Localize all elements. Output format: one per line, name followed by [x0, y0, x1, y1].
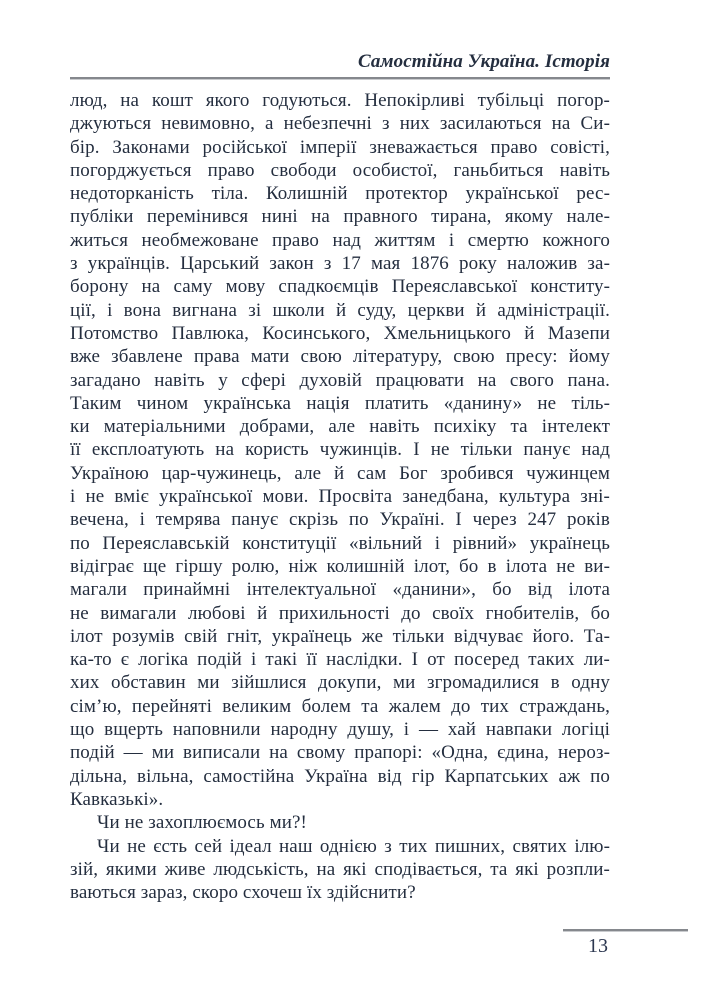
text-line: ваються зараз, скоро схочеш їх здійснити?: [70, 882, 416, 904]
footer-rule: [563, 929, 688, 932]
page-number: 13: [588, 935, 608, 957]
text-line: ка-то є логіка подій і такі її наслідки. І от посеред таких ли-: [70, 649, 610, 671]
text-line: борону на саму мову спадкоємців Переяславської конститу-: [70, 276, 610, 298]
text-line: вечена, і темрява панує скрізь по Україні. І через 247 років: [70, 509, 610, 531]
text-line: публіки перемінився нині на правного тирана, якому нале-: [70, 206, 610, 228]
text-line: Чи не захоплюємось ми?!: [97, 812, 307, 834]
text-line: дільна, вільна, самостійна Україна від гір Карпатських аж по: [70, 765, 610, 787]
text-line: по Переяславській конституції «вільний і рівний» українець: [70, 532, 610, 554]
text-line: недоторканість тіла. Колишній протектор української рес-: [70, 183, 610, 205]
text-line: Потомство Павлюка, Косинського, Хмельницького й Мазепи: [70, 322, 610, 344]
text-line: ілот розумів свій гніт, українець же тільки відчуває його. Та-: [70, 625, 610, 647]
text-line: житься необмежоване право над життям і смертю кожного: [70, 229, 610, 251]
page-body: [70, 89, 610, 904]
header-rule: [70, 77, 610, 80]
text-line: не вимагали любові й прихильності до своїх гнобителів, бо: [70, 602, 610, 624]
text-line: її експлоатують на користь чужинців. І не тільки панує над: [70, 439, 610, 461]
text-line: сім’ю, перейняті великим болем та жалем до тих страждань,: [70, 695, 610, 717]
text-line: ції, і вона вигнана зі школи й суду, церкви й адміністрації.: [70, 299, 610, 321]
text-line: джуються невимовно, а небезпечні з них засилаються на Си-: [70, 113, 610, 135]
text-line: зій, якими живе людськість, на які сподівається, та які розпли-: [70, 858, 610, 880]
text-line: вже збавлене права мати свою літературу, свою пресу: йому: [70, 346, 610, 368]
text-line: ки матеріальними добрами, але навіть психіку та інтелект: [70, 416, 610, 438]
text-line: і не вміє української мови. Просвіта занедбана, культура зні-: [70, 486, 610, 508]
text-line: Чи не єсть сей ідеал наш однією з тих пишних, святих ілю-: [97, 835, 610, 857]
text-line: що вщерть наповнили народну душу, і — хай навпаки логіці: [70, 719, 610, 741]
running-head-title: Самостійна Україна. Історія: [357, 51, 610, 72]
text-line: погорджується право свободи особистої, ганьбиться навіть: [70, 159, 610, 181]
text-line: подій — ми виписали на свому прапорі: «Одна, єдина, нероз-: [70, 742, 610, 764]
text-line: магали принаймні інтелектуальної «данини», бо від ілота: [70, 579, 610, 601]
text-line: загадано навіть у сфері духовій працювати на свого пана.: [70, 369, 610, 391]
text-line: хих обставин ми зійшлися докупи, ми згромадилися в одну: [70, 672, 610, 694]
text-line: відіграє ще гіршу ролю, ніж колишній ілот, бо в ілота не ви-: [70, 555, 610, 577]
text-line: бір. Законами російської імперії зневажається право совісті,: [70, 136, 610, 158]
text-line: Кавказькі».: [70, 788, 164, 810]
text-line: люд, на кошт якого годуються. Непокірливі тубільці погор-: [70, 90, 610, 111]
text-line: Таким чином українська нація платить «данину» не тіль-: [70, 392, 610, 414]
text-line: з українців. Царський закон з 17 мая 1876 року наложив за-: [70, 253, 610, 275]
text-line: Україною цар-чужинець, але й сам Бог зробився чужинцем: [70, 462, 610, 484]
